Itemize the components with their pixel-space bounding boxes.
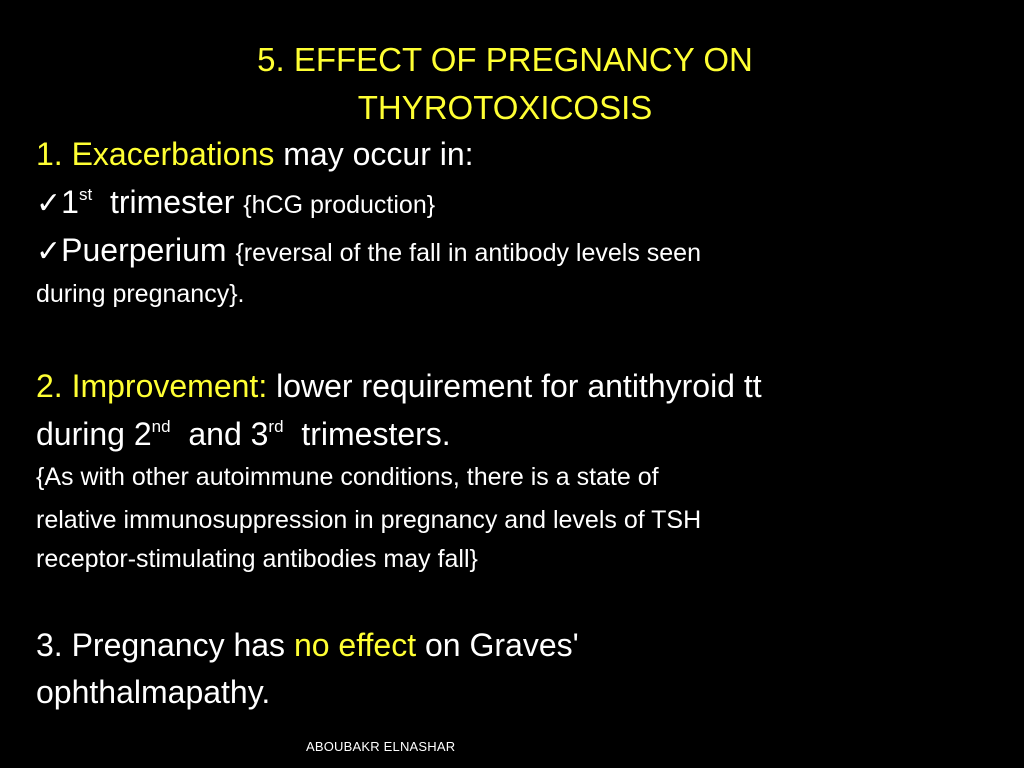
sup-nd: nd — [151, 417, 171, 436]
footer-author: ABOUBAKR ELNASHAR — [306, 739, 456, 754]
point-3-line-1 — [36, 625, 579, 665]
point-2-heading-rest: lower requirement for antithyroid tt — [267, 368, 762, 404]
point-2-line-2 — [36, 414, 451, 460]
title-line-1: 5. EFFECT OF PREGNANCY ON — [257, 41, 753, 78]
point-2-heading — [36, 366, 762, 406]
item-2-note-line-1: {reversal of the fall in antibody levels seen — [235, 239, 701, 267]
item-1-sup: st — [78, 185, 93, 204]
point-1-heading — [36, 134, 474, 174]
point-1-item-2 — [36, 230, 701, 277]
sup-rd: rd — [268, 417, 284, 436]
slide-title — [0, 36, 1010, 132]
point-2-line-2-c: trimesters. — [283, 416, 451, 452]
title-line-2: THYROTOXICOSIS — [357, 89, 653, 126]
item-1-text: trimester — [92, 184, 244, 220]
item-2-note-line-2: during pregnancy}. — [36, 280, 245, 308]
point-3-line-2: ophthalmapathy. — [36, 674, 271, 710]
point-2-note-line-1: {As with other autoimmune conditions, there is a state of — [36, 463, 659, 491]
point-1-highlight: 1. Exacerbations — [36, 136, 275, 172]
point-2-line-2-b: and 3 — [170, 416, 269, 452]
point-3-highlight: no effect — [293, 627, 417, 663]
item-1-number: 1 — [61, 184, 79, 220]
point-2-note-line-2: relative immunosuppression in pregnancy and levels of TSH — [36, 506, 702, 534]
point-2-line-2-a: during 2 — [36, 416, 152, 452]
point-1-heading-rest: may occur in: — [274, 136, 474, 172]
point-2-note-line-3: receptor-stimulating antibodies may fall} — [36, 545, 478, 573]
check-icon: ✓ — [36, 187, 62, 220]
point-1-item-1 — [36, 182, 435, 229]
check-icon: ✓ — [36, 235, 62, 268]
item-2-text: Puerperium — [61, 232, 236, 268]
point-3-text-a: 3. Pregnancy has — [36, 627, 294, 663]
point-3-text-b: on Graves' — [416, 627, 579, 663]
item-1-note: {hCG production} — [243, 191, 436, 219]
point-2-highlight: 2. Improvement: — [36, 368, 268, 404]
